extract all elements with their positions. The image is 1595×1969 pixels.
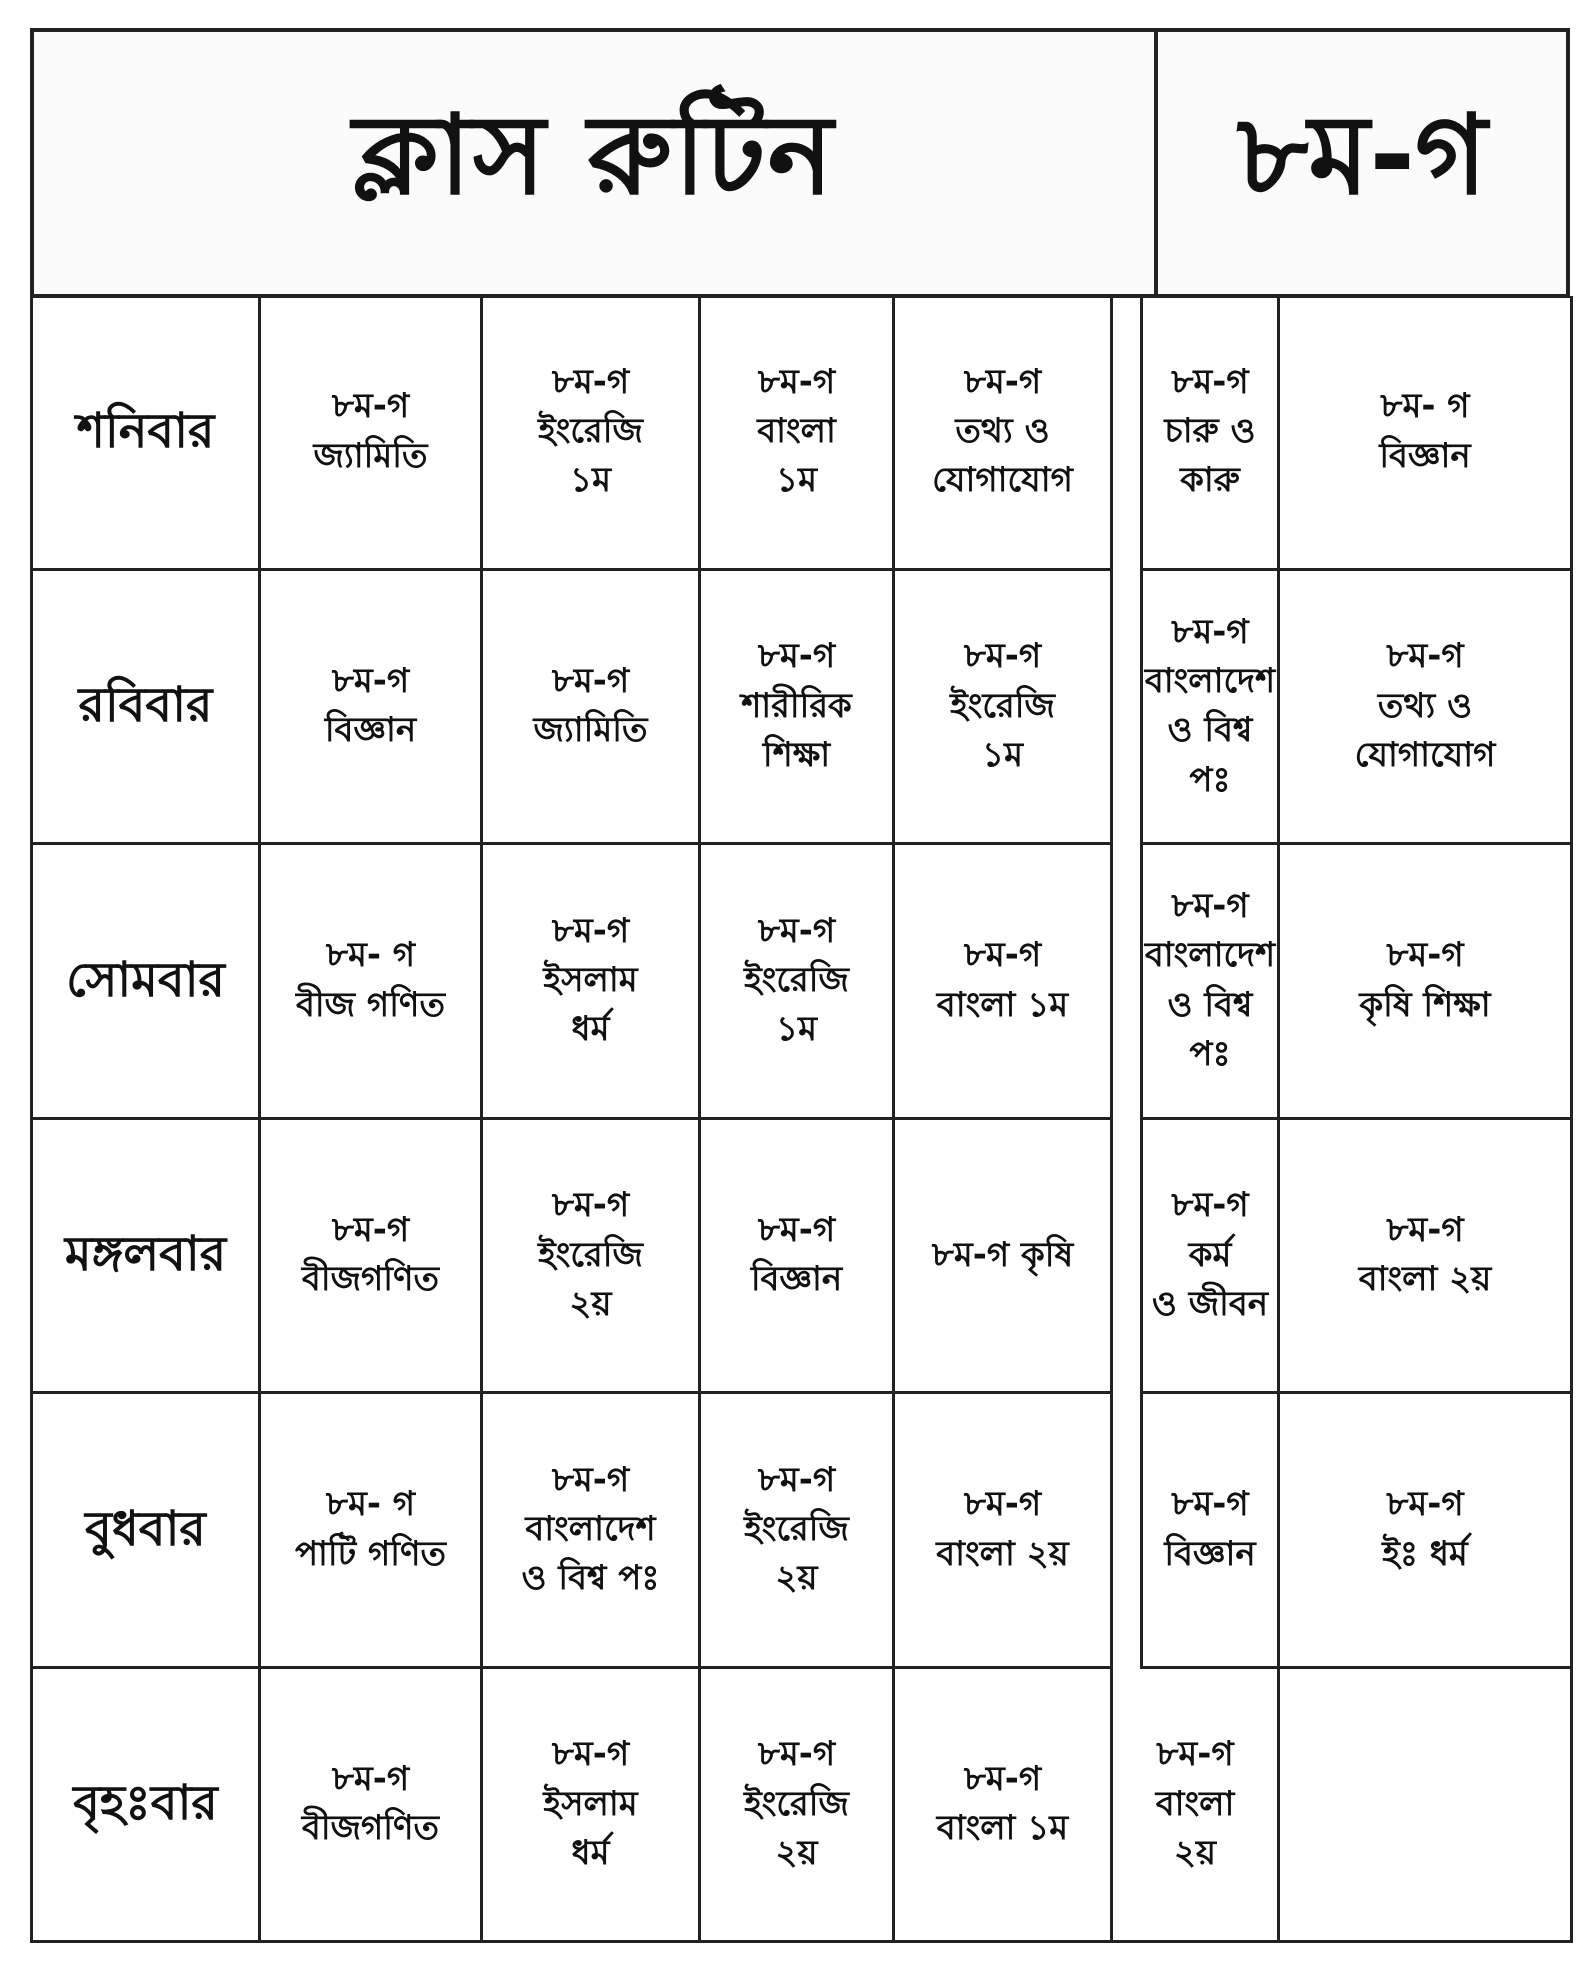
period-text: ৮ম-গ ইসলাম ধর্ম [543, 1734, 638, 1873]
period-text: ৮ম-গ বাংলা ১ম [757, 361, 836, 501]
period-text: ৮ম-গ বিজ্ঞান [324, 660, 417, 751]
period-text: ৮ম-গ বাংলা ২য় [1155, 1734, 1235, 1873]
period-cell [701, 296, 895, 571]
period-cell [1143, 845, 1280, 1120]
period-text: ৮ম-গ ইসলাম ধর্ম [543, 910, 638, 1050]
routine-sheet [30, 28, 1570, 1943]
period-text: ৮ম-গ ইঃ ধর্ম [1382, 1484, 1468, 1574]
period-text: ৮ম-গ বাংলাদেশ ও বিশ্ব পঃ [1144, 611, 1276, 800]
period-text: ৮ম-গ বাংলা ১ম [936, 1758, 1069, 1849]
period-cell [895, 1120, 1113, 1395]
period-cell [701, 1669, 895, 1944]
period-cell [895, 1394, 1113, 1669]
period-text: ৮ম- গ পাটি গণিত [294, 1484, 447, 1574]
period-text: ৮ম-গ বাংলা ২য় [1358, 1209, 1492, 1300]
day-label: সোমবার [33, 845, 261, 1120]
period-text: ৮ম-গ জ্যামিতি [313, 386, 428, 476]
period-cell [1280, 1394, 1573, 1669]
period-cell [701, 1120, 895, 1395]
period-text: ৮ম-গ শারীরিক শিক্ষা [741, 636, 852, 775]
period-text: ৮ম- গ বিজ্ঞান [1379, 386, 1471, 476]
period-cell [261, 1120, 483, 1395]
period-cell [701, 571, 895, 846]
day-label: শনিবার [33, 296, 261, 571]
day-label: বুধবার [33, 1394, 261, 1669]
period-cell [483, 1120, 701, 1395]
period-cell [261, 845, 483, 1120]
routine-header [30, 28, 1570, 298]
period-cell [895, 845, 1113, 1120]
period-text: ৮ম-গ ইংরেজি ২য় [744, 1734, 849, 1873]
period-text: ৮ম-গ ইংরেজি ১ম [538, 361, 643, 501]
period-cell [895, 296, 1113, 571]
period-text: ৮ম-গ বাংলা ২য় [936, 1484, 1069, 1574]
period-cell [1280, 296, 1573, 571]
period-text: ৮ম-গ বিজ্ঞান [1164, 1484, 1256, 1574]
page-title: ক্লাস রুটিন [34, 32, 1158, 294]
period-cell [261, 571, 483, 846]
routine-table [30, 296, 1570, 1943]
period-text: ৮ম-গ তথ্য ও যোগাযোগ [932, 361, 1073, 501]
period-cell [1280, 845, 1573, 1120]
day-label: রবিবার [33, 571, 261, 846]
period-cell [895, 1669, 1113, 1944]
period-text: ৮ম-গ কর্ম ও জীবন [1151, 1185, 1269, 1324]
period-text: ৮ম-গ বিজ্ঞান [750, 1209, 843, 1300]
period-cell [483, 296, 701, 571]
period-cell [1280, 1669, 1573, 1944]
period-cell [483, 845, 701, 1120]
period-cell [701, 845, 895, 1120]
period-cell [1280, 1120, 1573, 1395]
period-text: ৮ম-গ ইংরেজি ২য় [538, 1185, 643, 1324]
period-text: ৮ম-গ ইংরেজি ১ম [950, 636, 1055, 775]
period-cell [261, 296, 483, 571]
period-text: ৮ম-গ বাংলা ১ম [936, 935, 1069, 1025]
period-cell [1143, 1120, 1280, 1395]
period-text: ৮ম-গ কৃষি [931, 1234, 1074, 1275]
day-label: বৃহঃবার [33, 1669, 261, 1944]
period-cell [1143, 571, 1280, 846]
period-cell [261, 1394, 483, 1669]
period-cell [261, 1669, 483, 1944]
period-text: ৮ম-গ জ্যামিতি [533, 660, 648, 751]
period-cell [701, 1394, 895, 1669]
period-text: ৮ম-গ বীজগণিত [301, 1209, 440, 1300]
class-section-label: ৮ম-গ [1236, 91, 1488, 219]
period-cell [483, 571, 701, 846]
period-text: ৮ম-গ ইংরেজি ১ম [744, 910, 849, 1050]
period-text: ৮ম- গ বীজ গণিত [296, 935, 445, 1025]
period-text: ৮ম-গ তথ্য ও যোগাযোগ [1354, 636, 1496, 775]
period-text: ৮ম-গ কৃষি শিক্ষা [1359, 935, 1491, 1025]
period-text: ৮ম-গ বাংলাদেশ ও বিশ্ব পঃ [521, 1459, 660, 1599]
period-cell [483, 1394, 701, 1669]
period-cell [1143, 296, 1280, 571]
period-cell [1113, 1669, 1280, 1944]
period-text: ৮ম-গ বাংলাদেশ ও বিশ্ব পঃ [1144, 886, 1276, 1075]
period-text: ৮ম-গ ইংরেজি ২য় [744, 1459, 849, 1599]
period-cell [1143, 1394, 1280, 1669]
period-cell [895, 571, 1113, 846]
period-cell [1280, 571, 1573, 846]
period-cell [483, 1669, 701, 1944]
break-column [1113, 296, 1143, 1669]
period-text: ৮ম-গ বীজগণিত [301, 1758, 440, 1849]
period-text: ৮ম-গ চারু ও কারু [1164, 361, 1256, 501]
day-label: মঙ্গলবার [33, 1120, 261, 1395]
